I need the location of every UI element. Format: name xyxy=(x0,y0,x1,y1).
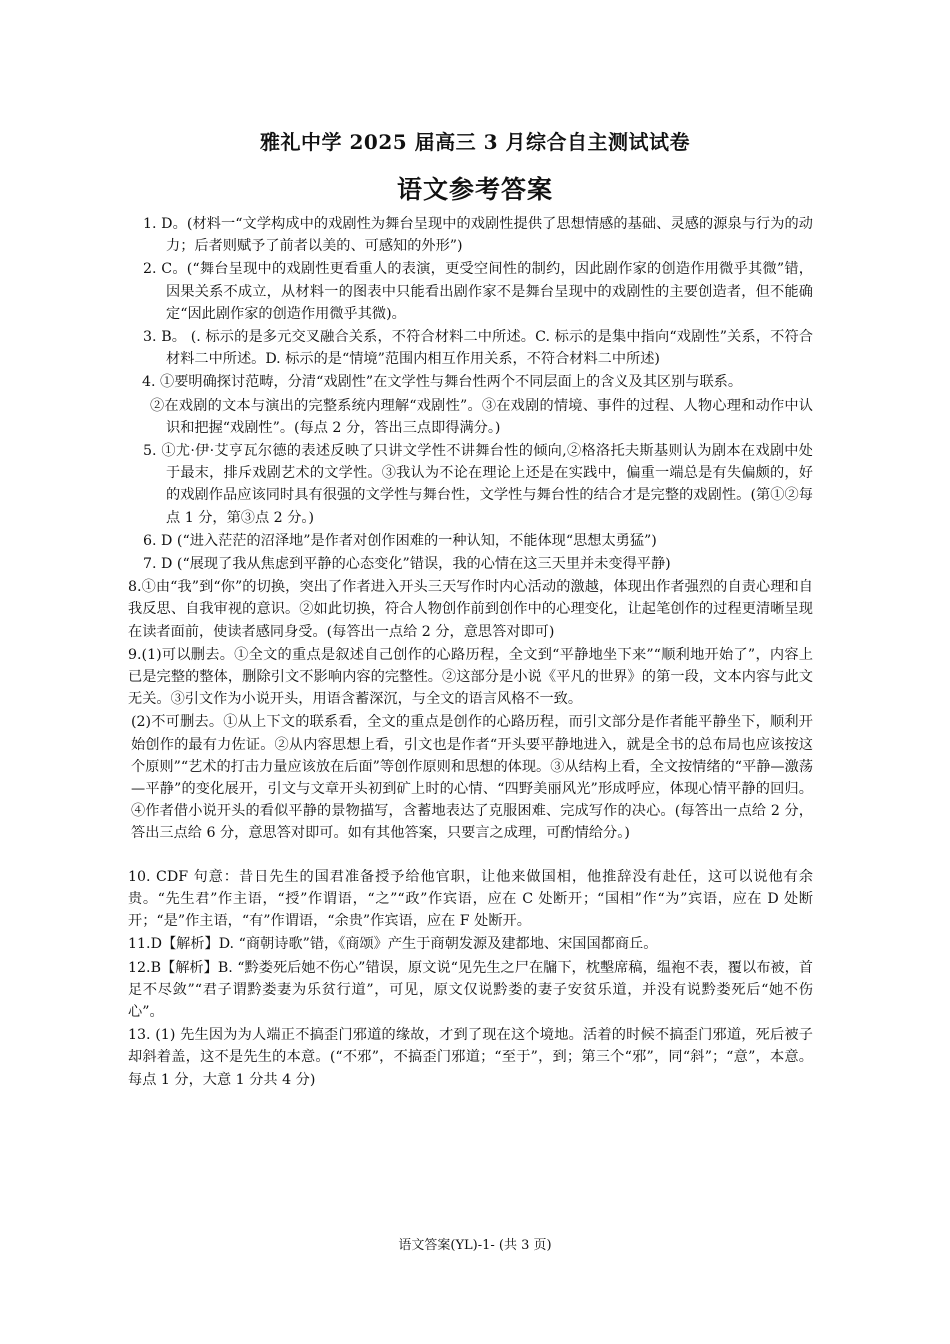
answer-1: 1. D。(材料一“文学构成中的戏剧性为舞台呈现中的戏剧性提供了思想情感的基础、灵感的源泉与行为的动力；后者则赋予了前者以美的、可感知的外形”) xyxy=(143,216,813,255)
answer-list xyxy=(128,213,813,1092)
answer-9-part-2: (2)不可删去。①从上下文的联系看，全文的重点是创作的心路历程，而引文部分是作者能平静坐下，顺利开始创作的最有力佐证。②从内容思想上看，引文也是作者“开头要平静地进入，就是全书的总布局也应该按这个原则”“艺术的打击力量应该放在后面”等创作原则和思想的体现。③从结构上看，全文按情绪的“平静—激荡—平静”的变化展开，引文与文章开头初到矿上时的心情、“四野美丽风光”形成呼应，体现心情平静的回归。④作者借小说开头的看似平静的景物描写，含蓄地表达了克服困难、完成写作的决心。(每答出一点给 2 分，答出三点给 6 分，意思答对即可。如有其他答案，只要言之成理，可酌情给分。) xyxy=(131,714,814,842)
answer-13: 13. (1) 先生因为为人端正不搞歪门邪道的缘故，才到了现在这个境地。活着的时候不搞歪门邪道，死后被子却斜着盖，这不是先生的本意。(“不邪”，不搞歪门邪道；“至于”，到；第三个“邪”，同“斜”；“意”，本意。 每点 1 分，大意 1 分共 4 分) xyxy=(128,1027,813,1088)
answer-12: 12.B【解析】B. “黔娄死后她不伤心”错误，原文说“见先生之尸在牖下，枕墼席稿，缊袍不表，覆以布被，首足不尽敛”“君子谓黔娄妻为乐贫行道”，可见，原文仅说黔娄的妻子安贫乐道，并没有说黔娄死后“她不伤心”。 xyxy=(128,959,813,1020)
answer-2: 2. C。(“舞台呈现中的戏剧性更看重人的表演，更受空间性的制约，因此剧作家的创造作用微乎其微”错，因果关系不成立，从材料一的图表中只能看出剧作家不是舞台呈现中的戏剧性的主要创造者，但不能确定“因此剧作家的创造作用微乎其微)。 xyxy=(143,261,813,322)
answer-key-heading: 语文参考答案 xyxy=(396,175,553,204)
answer-6: 6. D (“进入茫茫的沼泽地”是作者对创作困难的一种认知，不能体现“思想太勇猛”) xyxy=(143,532,657,549)
answer-3: 3. B。 (. 标示的是多元交叉融合关系，不符合材料二中所述。C. 标示的是集中指向“戏剧性”关系，不符合材料二中所述。D. 标示的是“情境”范围内相互作用关系，不符合材料二中所述) xyxy=(143,329,813,368)
answer-4-part-1: 4. ①要明确探讨范畴，分清“戏剧性”在文学性与舞台性两个不同层面上的含义及其区别与联系。 xyxy=(142,374,743,391)
answer-10: 10. CDF 句意：昔日先生的国君准备授予给他官职，让他来做国相，他推辞没有赴任，这可以说他有余贵。“先生君”作主语，“授”作谓语，“之”“政”作宾语，应在 C 处断开；“国相”作“为”宾语，应在 D 处断开；“是”作主语，“有”作谓语，“余贵”作宾语，应在 F 处断开。 xyxy=(128,868,813,930)
answer-9-part-1: 9.(1)可以删去。①全文的重点是叙述自己创作的心路历程，全文到“平静地坐下来”“顺利地开始了”，内容上已是完整的整体，删除引文不影响内容的完整性。②这部分是小说《平凡的世界》的第一段，文本内容与此文无关。③引文作为小说开头，用语含蓄深沉，与全文的语言风格不一致。 xyxy=(128,646,813,708)
answer-5: 5. ①尤·伊·艾亨瓦尔德的表述反映了只讲文学性不讲舞台性的倾向,②格洛托夫斯基则认为剧本在戏剧中处于最末，排斥戏剧艺术的文学性。③我认为不论在理论上还是在实践中，偏重一端总是有失偏颇的，好的戏剧作品应该同时具有很强的文学性与舞台性，文学性与舞台性的结合才是完整的戏剧性。(第①②每点 1 分，第③点 2 分。) xyxy=(143,443,813,526)
exam-title: 雅礼中学 2025 届高三 3 月综合自主测试试卷 xyxy=(260,130,690,154)
page-footer: 语文答案(YL)-1- (共 3 页) xyxy=(398,1238,552,1253)
section-gap xyxy=(128,846,813,866)
answer-4-part-2: ②在戏剧的文本与演出的完整系统内理解“戏剧性”。③在戏剧的情境、事件的过程、人物心理和动作中认识和把握“戏剧性”。(每点 2 分，答出三点即得满分。) xyxy=(150,397,813,436)
answer-8: 8.①由“我”到“你”的切换，突出了作者进入开头三天写作时内心活动的激越，体现出作者强烈的自责心理和自我反思、自我审视的意识。②如此切换，符合人物创作前到创作中的心理变化，让起笔创作的过程更清晰呈现在读者面前，使读者感同身受。(每答出一点给 2 分，意思答对即可) xyxy=(128,579,813,640)
answer-7: 7. D (“展现了我从焦虑到平静的心态变化”错误，我的心情在这三天里并未变得平静) xyxy=(143,556,671,573)
answer-11: 11.D【解析】D. “商朝诗歌”错，《商颂》产生于商朝发源及建都地、宋国国都商丘。 xyxy=(128,936,658,953)
